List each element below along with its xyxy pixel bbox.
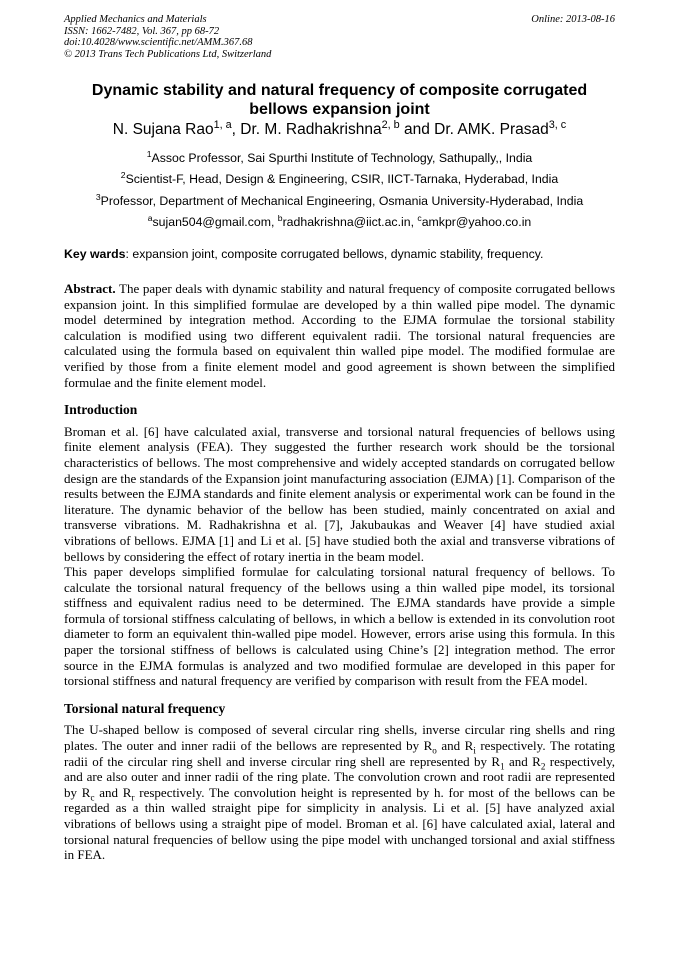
keywords (64, 247, 615, 261)
author-sup: 1, a (213, 118, 232, 131)
email: amkpr@yahoo.co.in (421, 214, 532, 229)
authors (64, 118, 615, 139)
keywords-text: : expansion joint, composite corrugated bellows, dynamic stability, frequency. (125, 247, 544, 261)
affiliation (64, 169, 615, 190)
affiliation (64, 148, 615, 169)
email-sup: c (417, 212, 422, 223)
affil-text: Scientist-F, Head, Design & Engineering, CSIR, IICT-Tarnaka, Hyderabad, India (125, 172, 559, 187)
affil-text: Professor, Department of Mechanical Engineering, Osmania University-Hyderabad, India (100, 193, 584, 208)
text: respectively, and are also outer and inner radii of the ring plate. The convolution crown and root radii are represented by R (64, 753, 615, 800)
text: respectively. The convolution height is represented by h. for most of the bellows can be regarded as a thin walled straight pipe for simplicity in analysis. Li et al. [5] have analyzed axial vibrations of bellows using a straight pipe of model. Broman et al. [6] have calculated axial, lateral and torsional natural frequencies of bellow using the pipe model with unchanged torsional and axial stiffness in FEA. (64, 784, 615, 863)
subscript: 2 (540, 761, 546, 772)
journal-header (64, 14, 615, 60)
subscript: 1 (500, 761, 505, 772)
paper-title: Dynamic stability and natural frequency of composite corrugated bellows expansion joint (91, 82, 588, 118)
text: and R (94, 784, 132, 800)
intro-paragraph-2: This paper develops simplified formulae for calculating torsional natural frequency of bellows. To calculate the torsional natural frequency of the bellows using a thin walled pipe model, its torsional stiffness and equivalent radius need to be determined. The EJMA standards have provide a simple formula of torsional stiffness calculating of bellows, in which a bellow is extended in its convolution root diameter to form an equivalent thin-walled pipe model. However, errors arise using this formula. In this paper the torsional stiffness of bellows is calculated using Chine’s [2] integration method. The error source in the EJMA formulas is analyzed and two modified formulae are developed in this paper for torsional stiffness and natural frequency are verified by comparison with result from the FEA model. (64, 564, 615, 689)
author-sup: 3, c (548, 118, 567, 131)
subscript: r (131, 792, 135, 803)
author-name: Dr. M. Radhakrishna (240, 121, 382, 138)
section-heading-torsional: Torsional natural frequency (64, 700, 226, 716)
text: respectively. The rotating radii of the circular ring shell and inverse circular ring shell are represented by R (64, 738, 615, 769)
affil-sup: 3 (95, 191, 101, 202)
online-date: Online: 2013-08-16 (531, 14, 615, 25)
affiliation (64, 191, 615, 212)
subscript: c (90, 792, 95, 803)
subscript: o (432, 745, 437, 756)
section-heading-introduction: Introduction (64, 402, 138, 418)
email-sup: b (277, 212, 283, 223)
abstract (64, 281, 615, 390)
abstract-label: Abstract. (64, 281, 116, 296)
issn: ISSN: 1662-7482, Vol. 367, pp 68-72 (64, 25, 220, 37)
text: and R (436, 738, 474, 754)
emails (64, 212, 615, 233)
author-name: Dr. AMK. Prasad (434, 121, 549, 138)
torsional-paragraph (64, 722, 615, 862)
doi: doi:10.4028/www.scientific.net/AMM.367.68 (64, 37, 253, 48)
journal-name: Applied Mechanics and Materials (64, 14, 207, 25)
email: sujan504@gmail.com, (152, 214, 278, 229)
abstract-text: The paper deals with dynamic stability and natural frequency of composite corrugated bellows expansion joint. In this simplified formulae are developed by a thin walled pipe model. The dynamic model determined by integration method. According to the EJMA formulae the torsional stability calculation is modified using two different equivalent radii. The torsional natural frequencies are calculated using the formula based on equivalent thin walled pipe model. The modified formulae are verified by those from a finite element model and good agreement is shown between the simplified formulae and the finite element model. (64, 281, 615, 390)
email-sup: a (147, 212, 153, 223)
keywords-label: Key wards (64, 247, 126, 261)
affil-sup: 1 (146, 148, 152, 159)
email: radhakrishna@iict.ac.in, (282, 214, 418, 229)
affil-text: Assoc Professor, Sai Spurthi Institute of Technology, Sathupally,, India (151, 151, 533, 165)
author-sep: and (399, 121, 435, 138)
copyright: © 2013 Trans Tech Publications Ltd, Switzerland (64, 48, 272, 60)
intro-paragraph-1: Broman et al. [6] have calculated axial, transverse and torsional natural frequencies of bellows using finite element analysis (FEA). They suggested the further research work should be the torsional characteristics of bellows. The most comprehensive and widely accepted standards on corrugated bellow design are the standards of the Expansion joint manufacturing association (EJMA) [1]. Comparison of the results between the EJMA standards and finite element analysis or experimental work can be found in the literature. The dynamic behavior of the bellow has been studied, mainly concentrated on axial and transverse vibrations. M. Radhakrishna et al. [7], Jakubaukas and Weaver [4] have studied axial vibrations of bellows. EJMA [1] and Li et al. [5] have studied both the axial and transverse vibrations of bellows by considering the effect of rotary inertia in the beam model. (64, 423, 615, 564)
affiliations (64, 148, 615, 233)
author-sep: , (231, 121, 241, 138)
subscript: i (473, 745, 476, 756)
text: and R (504, 753, 541, 769)
affil-sup: 2 (120, 170, 126, 181)
author-sup: 2, b (381, 118, 400, 131)
text: The U-shaped bellow is composed of several circular ring shells, inverse circular ring shells and ring plates. The outer and inner radii of the bellows are represented by R (64, 722, 615, 754)
paper-body (64, 281, 615, 863)
author-name: N. Sujana Rao (112, 121, 214, 138)
